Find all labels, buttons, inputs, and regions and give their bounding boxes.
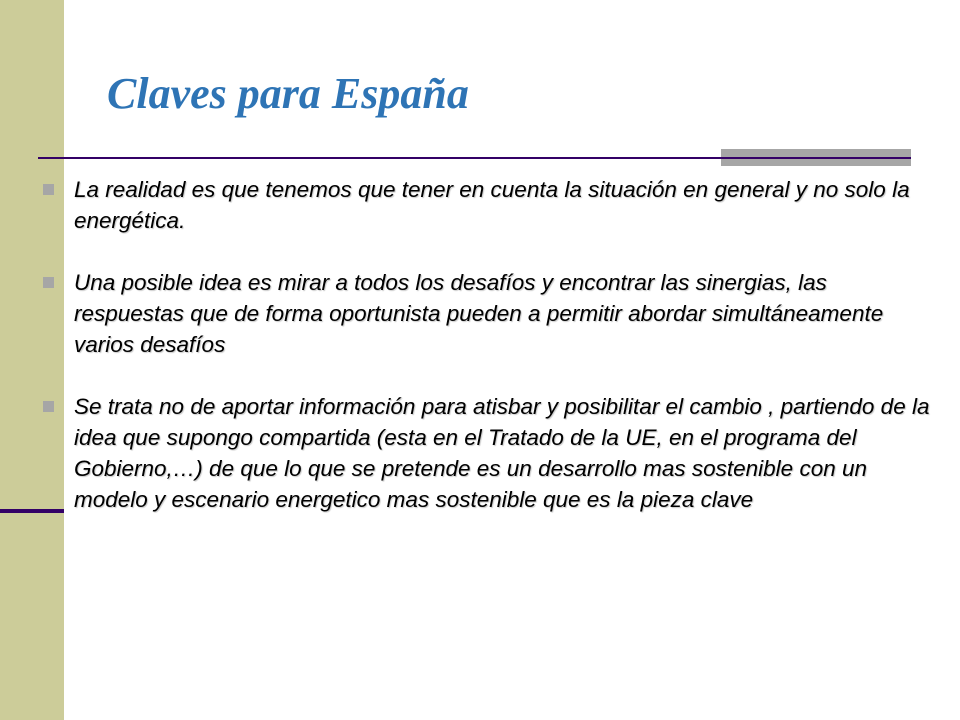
slide-title: Claves para España bbox=[107, 69, 469, 118]
bullet-square-icon bbox=[43, 277, 54, 288]
left-accent-line bbox=[0, 509, 64, 513]
bullet-text: La realidad es que tenemos que tener en cuenta la situación en general y no solo la energética. bbox=[74, 177, 910, 233]
bullet-item bbox=[74, 391, 936, 515]
title-divider-block-line bbox=[721, 157, 911, 159]
bullet-square-icon bbox=[43, 184, 54, 195]
left-decorative-bar bbox=[0, 0, 64, 720]
bullet-square-icon bbox=[43, 401, 54, 412]
bullet-text: Una posible idea es mirar a todos los desafíos y encontrar las sinergias, las respuestas que de forma oportunista pueden a permitir abordar simultáneamente varios desafíos bbox=[74, 270, 884, 357]
bullet-text: Se trata no de aportar información para atisbar y posibilitar el cambio , partiendo de la idea que supongo compartida (esta en el Tratado de la UE, en el programa del Gobierno,…) de que lo que se pretende es un desarrollo mas sostenible con un modelo y escenario energetico mas sostenible que es la pieza clave bbox=[74, 394, 930, 512]
bullet-list bbox=[74, 174, 936, 515]
bullet-item bbox=[74, 174, 936, 236]
bullet-item bbox=[74, 267, 936, 360]
